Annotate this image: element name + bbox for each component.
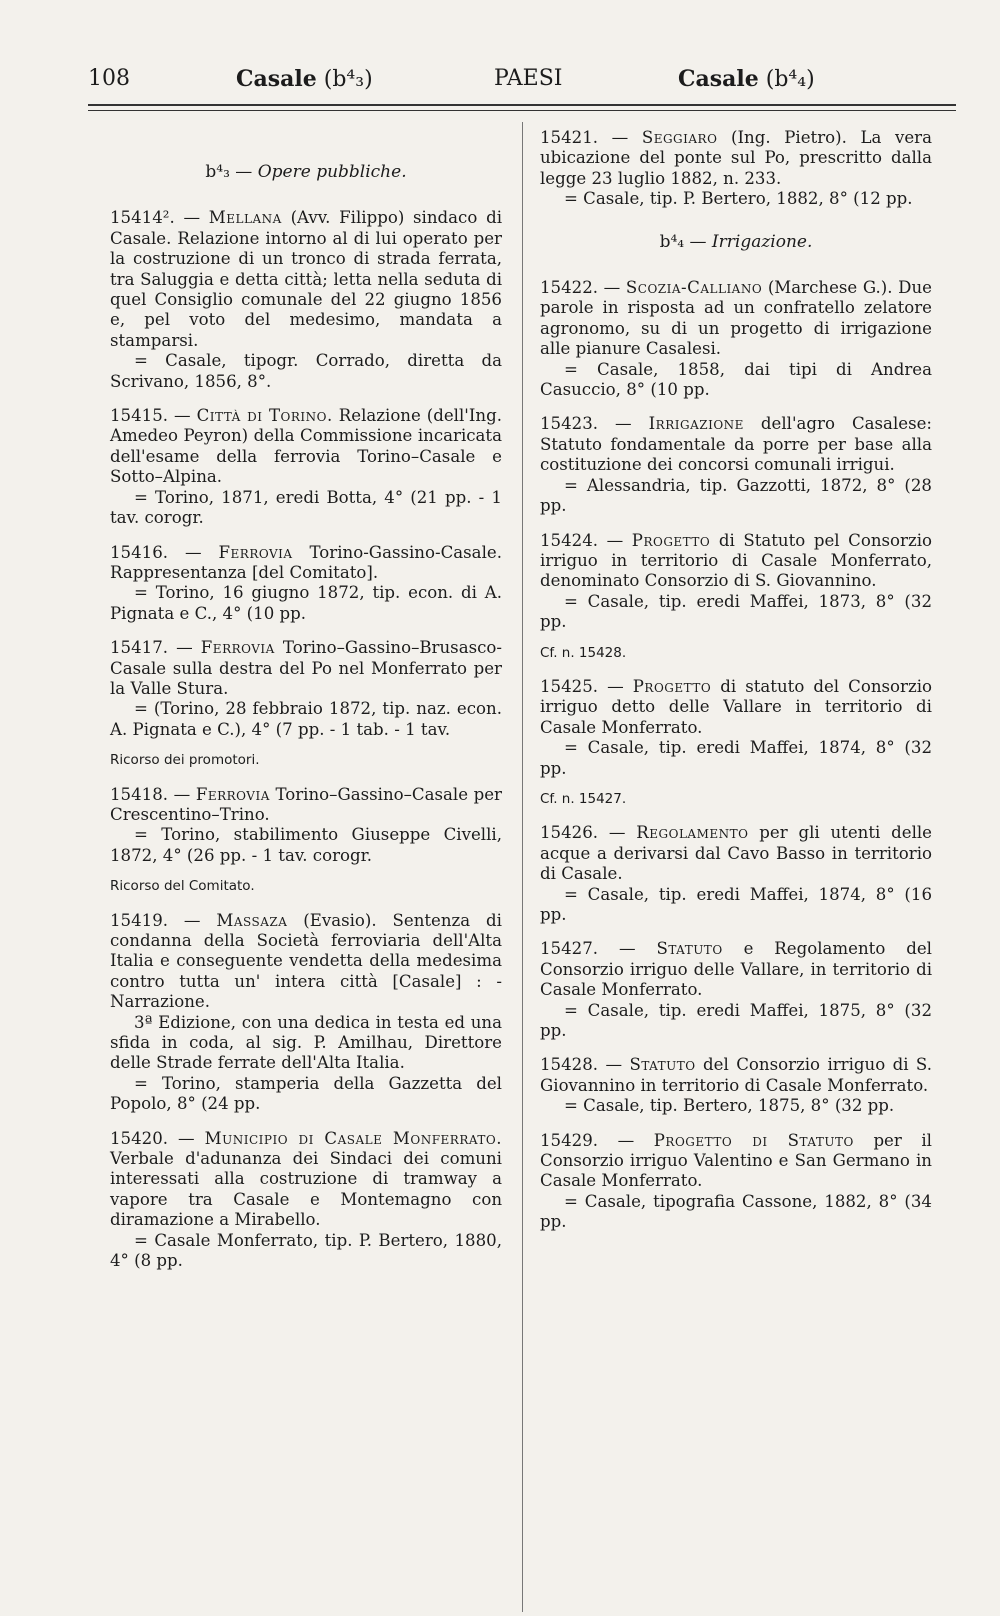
entry-author: Regolamento — [636, 823, 749, 843]
entry-author: Municipio di Casale Monferrato. — [204, 1128, 502, 1148]
entry-15427 — [540, 939, 932, 1041]
entry-number: 15424. — [540, 530, 599, 550]
entry-note: Cf. n. 15428. — [540, 644, 627, 661]
entry-note: Ricorso dei promotori. — [110, 752, 260, 769]
entry-publication: = Casale, tip. P. Bertero, 1882, 8° (12 pp. — [564, 189, 913, 209]
entry-publication: = Casale, tipografia Cassone, 1882, 8° (34 pp. — [540, 1191, 932, 1232]
entry-publication: = Casale, tip. Bertero, 1875, 8° (32 pp. — [564, 1096, 895, 1116]
entry-body: 15419. — Massaza (Evasio). Sentenza di condanna della Società ferroviaria dell'Alta Italia e conseguente vendetta della medesima contro tutta un' intera città [Casale] : - Narrazione. — [110, 910, 502, 1012]
entry-body: 15428. — Statuto del Consorzio irriguo di S. Giovannino in territorio di Casale Monferrato. — [540, 1055, 932, 1095]
entry-15426 — [540, 823, 932, 925]
entry-author: Statuto — [629, 1055, 696, 1075]
entry-text: Relazione (dell'Ing. Amedeo Peyron) della Commissione incaricata dell'esame della ferrovia Torino–Casale e Sotto–Alpina. — [110, 406, 502, 487]
running-header — [88, 62, 956, 102]
entry-publication: = Casale Monferrato, tip. P. Bertero, 1880, 4° (8 pp. — [110, 1230, 502, 1271]
entry-note: Cf. n. 15427. — [540, 790, 627, 807]
entry-body: 15418. — Ferrovia Torino–Gassino–Casale per Crescentino–Trino. — [110, 784, 502, 824]
entry-number: 15418. — [110, 784, 169, 804]
header-left — [236, 66, 373, 92]
entry-text: di statuto del Consorzio irriguo detto delle Vallare in territorio di Casale Monferrato. — [540, 676, 932, 737]
entry-body: 15417. — Ferrovia Torino–Gassino–Brusasco-Casale sulla destra del Po nel Monferrato per la Valle Stura. — [110, 638, 502, 698]
entry-author: Città di Torino. — [196, 406, 333, 426]
entry-author: Seggiaro — [641, 128, 718, 147]
entry-text: Torino–Gassino–Casale per Crescentino–Trino. — [110, 784, 502, 824]
entry-author: Massaza — [216, 910, 288, 930]
entry-15420 — [110, 1129, 502, 1272]
section-title: Opere pubbliche. — [257, 162, 407, 182]
header-rule-thin — [88, 110, 956, 111]
entry-body: 15424. — Progetto di Statuto pel Consorzio irriguo in territorio di Casale Monferrato, denominato Consorzio di S. Giovannino. — [540, 530, 932, 591]
entry-publication: = (Torino, 28 febbraio 1872, tip. naz. econ. A. Pignata e C.), 4° (7 pp. - 1 tab. - 1 tav. — [110, 699, 502, 739]
entry-body: 15420. — Municipio di Casale Monferrato. Verbale d'adunanza dei Sindaci dei comuni interessati alla costruzione di tramway a vapore tra Casale e Montemagno con diramazione a Mirabello. — [110, 1128, 502, 1230]
entry-number: 15421. — [540, 128, 599, 147]
entry-author: Ferrovia — [200, 638, 275, 658]
entry-body: 15415. — Città di Torino. Relazione (dell'Ing. Amedeo Peyron) della Commissione incaricata dell'esame della ferrovia Torino–Casale e Sotto–Alpina. — [110, 406, 502, 487]
entry-15424 — [540, 531, 932, 663]
entry-author: Mellana — [208, 208, 282, 228]
entry-15417 — [110, 638, 502, 770]
header-right-code: (b⁴₄) — [765, 67, 815, 92]
entry-number: 15420. — [110, 1128, 169, 1148]
entry-text: (Marchese G.). Due parole in risposta ad un confratello zelatore agronomo, su di un progetto di irrigazione alle pianure Casalesi. — [540, 278, 932, 359]
entry-number: 15427. — [540, 939, 599, 959]
entry-publication: = Torino, 1871, eredi Botta, 4° (21 pp. - 1 tav. corogr. — [110, 487, 502, 528]
entry-body: 15421. — Seggiaro (Ing. Pietro). La vera ubicazione del ponte sul Po, prescritto dalla legge 23 luglio 1882, n. 233. — [540, 128, 932, 188]
entry-15429 — [540, 1131, 932, 1233]
entry-author: Ferrovia — [195, 784, 270, 804]
entry-body: 15429. — Progetto di Statuto per il Consorzio irriguo Valentino e San Germano in Casale Monferrato. — [540, 1130, 932, 1191]
entry-text: Torino-Gassino-Casale. Rappresentanza [del Comitato]. — [110, 542, 502, 582]
header-center: PAESI — [494, 66, 563, 91]
entry-publication: = Casale, tip. eredi Maffei, 1874, 8° (16 pp. — [540, 884, 932, 924]
entry-body: 15426. — Regolamento per gli utenti delle acque a derivarsi dal Cavo Basso in territorio di Casale. — [540, 823, 933, 884]
entry-text: di Statuto pel Consorzio irriguo in territorio di Casale Monferrato, denominato Consorzio di S. Giovannino. — [540, 530, 932, 591]
left-column — [110, 128, 502, 1286]
entry-15415 — [110, 406, 502, 528]
entry-number: 15415. — [110, 406, 169, 426]
entry-publication: = Casale, tip. eredi Maffei, 1874, 8° (32 pp. — [540, 738, 932, 778]
entry-text: (Evasio). Sentenza di condanna della Società ferroviaria dell'Alta Italia e conseguente vendetta della medesima contro tutta un' intera città [Casale] : - Narrazione. — [110, 910, 502, 1012]
right-column — [540, 128, 932, 1247]
entry-number: 15428. — [540, 1055, 599, 1075]
entry-author: Irrigazione — [648, 414, 744, 434]
entry-15423 — [540, 414, 932, 516]
entry-number: 15422. — [540, 278, 599, 298]
entry-body: 15427. — Statuto e Regolamento del Consorzio irriguo delle Vallare, in territorio di Casale Monferrato. — [540, 939, 932, 1000]
entry-15425 — [540, 677, 932, 809]
entry-15419 — [110, 911, 502, 1115]
entry-author: Ferrovia — [218, 542, 293, 562]
section-title: Irrigazione. — [711, 231, 813, 252]
entry-author: Progetto — [631, 530, 711, 550]
entry-note: Ricorso del Comitato. — [110, 878, 255, 895]
entry-text: per gli utenti delle acque a derivarsi dal Cavo Basso in territorio di Casale. — [540, 823, 933, 884]
entry-body: 15416. — Ferrovia Torino-Gassino-Casale. Rappresentanza [del Comitato]. — [110, 542, 502, 582]
entry-text: Verbale d'adunanza dei Sindaci dei comuni interessati alla costruzione di tramway a vapore tra Casale e Montemagno con diramazione a Mirabello. — [110, 1149, 502, 1230]
entry-publication: = Torino, stabilimento Giuseppe Civelli, 1872, 4° (26 pp. - 1 tav. corogr. — [110, 825, 502, 865]
page-number: 108 — [88, 66, 130, 91]
entry-body: 15423. — Irrigazione dell'agro Casalese: Statuto fondamentale da porre per base alla costituzione dei concorsi comunali irrigui. — [540, 414, 932, 475]
entry-publication: = Casale, tip. eredi Maffei, 1875, 8° (32 pp. — [540, 1000, 932, 1041]
entry-15414 — [110, 208, 502, 392]
entry-15418 — [110, 785, 502, 897]
entry-body: 15414². — Mellana (Avv. Filippo) sindaco di Casale. Relazione intorno al di lui operato per la costruzione di un tronco di strada ferrata, tra Saluggia e detta città; letta nella seduta di quel Consiglio comunale del 22 giugno 1856 e, pel voto del medesimo, mandata a stamparsi. — [110, 208, 503, 350]
entry-publication: = Casale, tip. eredi Maffei, 1873, 8° (32 pp. — [540, 591, 932, 632]
entry-body: 15422. — Scozia-Calliano (Marchese G.). Due parole in risposta ad un confratello zelatore agronomo, su di un progetto di irrigazione alle pianure Casalesi. — [540, 278, 932, 359]
entry-number: 15416. — [110, 542, 169, 562]
entry-publication: = Casale, tipogr. Corrado, diretta da Scrivano, 1856, 8°. — [110, 351, 502, 391]
entry-publication: = Torino, 16 giugno 1872, tip. econ. di A. Pignata e C., 4° (10 pp. — [110, 583, 502, 623]
entry-number: 15414². — [110, 208, 175, 228]
entry-15421 — [540, 128, 932, 210]
entry-body: 15425. — Progetto di statuto del Consorzio irriguo detto delle Vallare in territorio di Casale Monferrato. — [540, 676, 932, 737]
entry-15416 — [110, 543, 502, 625]
entry-text: Torino–Gassino–Brusasco-Casale sulla destra del Po nel Monferrato per la Valle Stura. — [110, 638, 502, 698]
entry-text: dell'agro Casalese: Statuto fondamentale da porre per base alla costituzione dei concorsi comunali irrigui. — [540, 414, 932, 475]
section-heading-irrigazione — [540, 232, 932, 252]
entry-text: (Ing. Pietro). La vera ubicazione del ponte sul Po, prescritto dalla legge 23 luglio 1882, n. 233. — [540, 128, 932, 188]
section-code: b⁴₄ — — [659, 231, 707, 252]
entry-text: (Avv. Filippo) sindaco di Casale. Relazione intorno al di lui operato per la costruzione di un tronco di strada ferrata, tra Saluggia e detta città; letta nella seduta di quel Consiglio comunale del 22 giugno 1856 e, pel voto del medesimo, mandata a stamparsi. — [110, 208, 503, 350]
entry-number: 15417. — [110, 638, 169, 658]
section-code: b⁴₃ — — [205, 162, 253, 182]
entry-author: Scozia-Calliano — [625, 278, 763, 298]
header-right — [678, 66, 815, 92]
entry-author: Progetto — [632, 676, 712, 696]
entry-author: Progetto di Statuto — [653, 1130, 854, 1150]
entry-number: 15419. — [110, 910, 169, 930]
entry-15422 — [540, 278, 932, 400]
entry-number: 15423. — [540, 414, 599, 434]
entry-15428 — [540, 1055, 932, 1116]
entry-publication: = Alessandria, tip. Gazzotti, 1872, 8° (28 pp. — [540, 475, 932, 516]
entry-edition: 3ª Edizione, con una dedica in testa ed una sfida in coda, al sig. P. Amilhau, Direttore delle Strade ferrate dell'Alta Italia. — [110, 1012, 502, 1073]
entry-number: 15429. — [540, 1130, 599, 1150]
entry-text: del Consorzio irriguo di S. Giovannino in territorio di Casale Monferrato. — [540, 1055, 932, 1095]
entry-number: 15426. — [540, 823, 599, 843]
header-left-title: Casale — [236, 66, 317, 92]
header-left-code: (b⁴₃) — [323, 67, 373, 92]
section-heading-opere-pubbliche — [110, 162, 502, 182]
entry-author: Statuto — [656, 939, 723, 959]
header-rule-thick — [88, 104, 956, 106]
entry-text: per il Consorzio irriguo Valentino e San Germano in Casale Monferrato. — [540, 1130, 932, 1191]
entry-number: 15425. — [540, 676, 599, 696]
entry-text: e Regolamento del Consorzio irriguo delle Vallare, in territorio di Casale Monferrato. — [540, 939, 932, 1000]
column-divider — [522, 122, 523, 1612]
header-right-title: Casale — [678, 66, 759, 92]
entry-publication: = Casale, 1858, dai tipi di Andrea Casuccio, 8° (10 pp. — [540, 359, 932, 400]
entry-publication: = Torino, stamperia della Gazzetta del Popolo, 8° (24 pp. — [110, 1073, 502, 1114]
